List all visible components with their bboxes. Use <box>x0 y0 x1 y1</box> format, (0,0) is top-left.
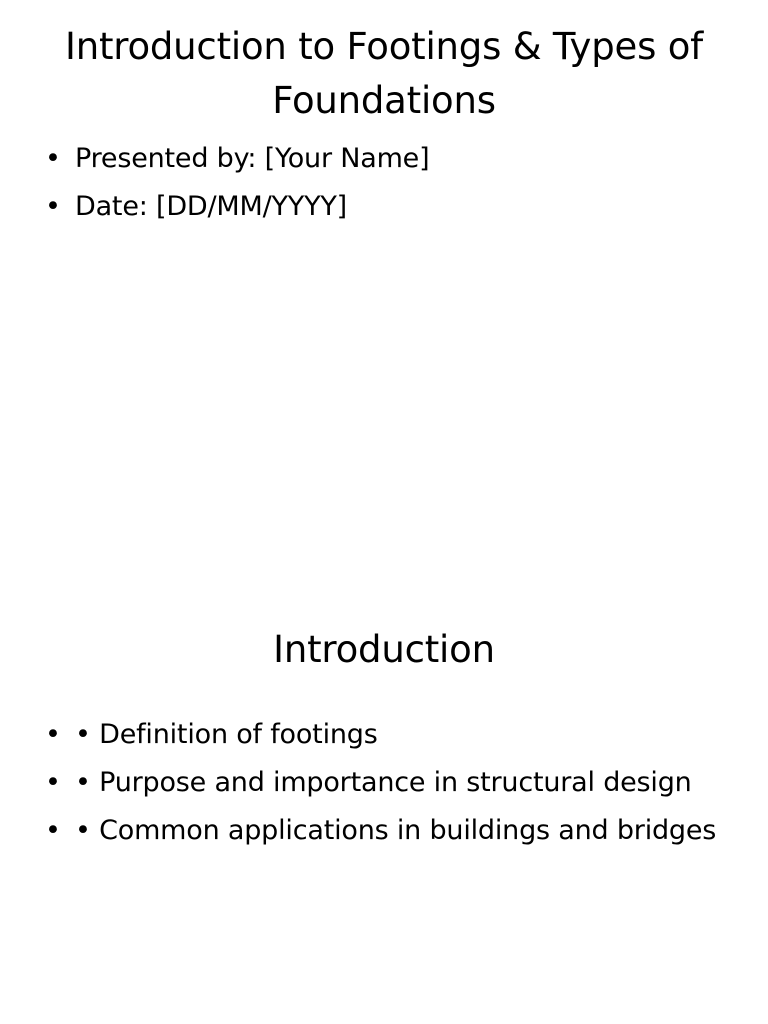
bullet-purpose <box>45 763 728 803</box>
bullet-text: Presented by: [Your Name] <box>75 143 430 174</box>
slide-title: Introduction <box>273 628 495 671</box>
bullet-icon: • <box>45 143 61 174</box>
bullet-icon: • <box>45 719 61 750</box>
bullet-definition <box>45 715 728 755</box>
bullet-applications <box>45 811 728 851</box>
bullet-icon: • <box>45 191 61 222</box>
bullet-text: • Purpose and importance in structural design <box>75 767 692 798</box>
slide-introduction <box>0 576 768 1024</box>
bullet-text: • Common applications in buildings and bridges <box>75 815 717 846</box>
bullet-date <box>45 187 728 227</box>
bullet-list <box>45 139 728 235</box>
bullet-text: Date: [DD/MM/YYYY] <box>75 191 348 222</box>
bullet-icon: • <box>45 815 61 846</box>
bullet-text: • Definition of footings <box>75 719 378 750</box>
bullet-list <box>45 715 728 859</box>
bullet-presenter <box>45 139 728 179</box>
bullet-icon: • <box>45 767 61 798</box>
slide-title: Introduction to Footings & Types of Foundations <box>64 25 704 122</box>
